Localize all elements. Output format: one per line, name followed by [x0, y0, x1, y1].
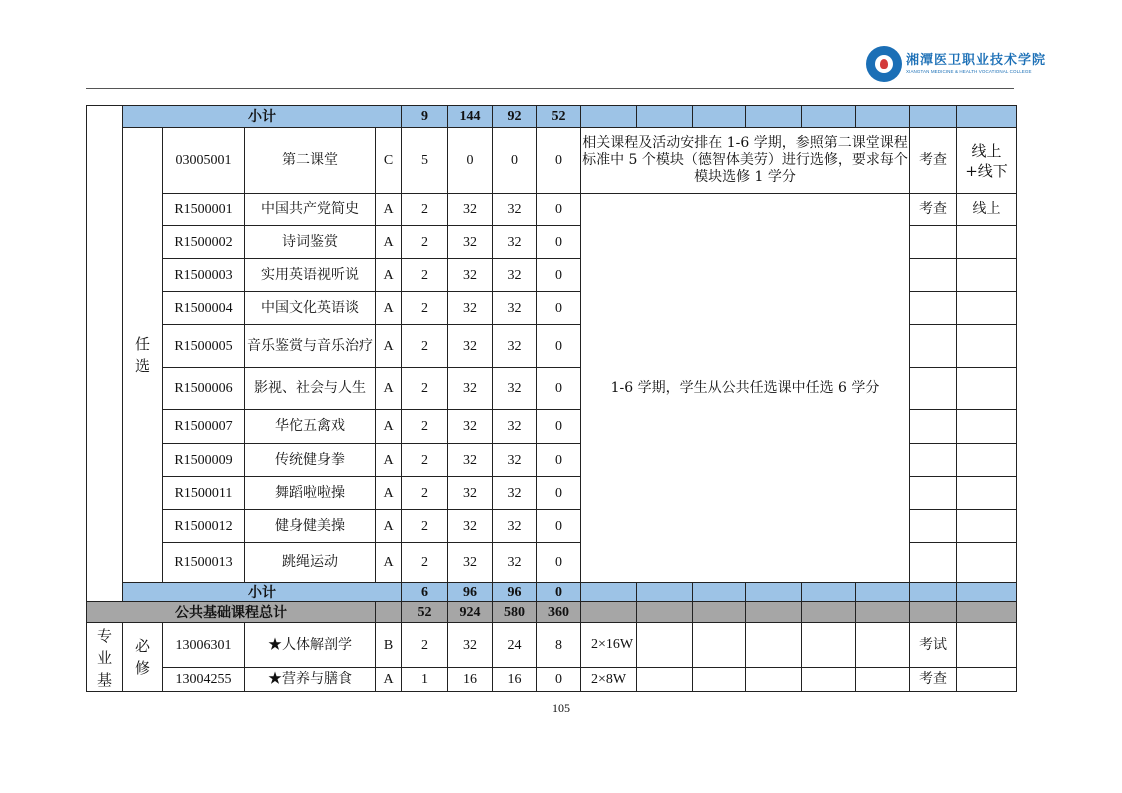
- course-practice-hours: 0: [537, 194, 581, 226]
- course-name: 音乐鉴赏与音乐治疗: [245, 325, 376, 368]
- required-label: 必修: [134, 637, 150, 677]
- major-label-cell: [87, 623, 123, 692]
- course-type: A: [376, 226, 402, 259]
- course-total-hours: 32: [448, 226, 493, 259]
- course-name: 实用英语视听说: [245, 259, 376, 292]
- course-practice-hours: 0: [537, 410, 581, 444]
- course-practice-hours: 0: [537, 510, 581, 543]
- course-credits: 2: [402, 444, 448, 477]
- logo-chinese-name: 湘潭医卫职业技术学院: [906, 53, 1047, 68]
- course-credits: 2: [402, 259, 448, 292]
- course-practice-hours: 0: [537, 668, 581, 692]
- semester-schedule: 2×8W: [581, 668, 637, 692]
- course-code: R1500001: [163, 194, 245, 226]
- subtotal-practice-hours: 52: [537, 106, 581, 128]
- course-name: 中国文化英语谈: [245, 292, 376, 325]
- course-total-hours: 32: [448, 623, 493, 668]
- course-name: 第二课堂: [245, 128, 376, 194]
- course-total-hours: 32: [448, 543, 493, 583]
- subtotal-total-hours: 96: [448, 583, 493, 603]
- course-total-hours: 32: [448, 325, 493, 368]
- course-practice-hours: 0: [537, 543, 581, 583]
- course-name: 诗词鉴赏: [245, 226, 376, 259]
- course-theory-hours: 32: [493, 226, 537, 259]
- semester-schedule: 2×16W: [581, 623, 637, 668]
- subtotal-theory-hours: 92: [493, 106, 537, 128]
- course-type: A: [376, 194, 402, 226]
- course-total-hours: 32: [448, 510, 493, 543]
- course-row: [87, 668, 1017, 692]
- course-type: A: [376, 259, 402, 292]
- subtotal-practice-hours: 0: [537, 583, 581, 603]
- course-name: 影视、社会与人生: [245, 368, 376, 410]
- assessment-method: 考查: [910, 668, 957, 692]
- course-type: A: [376, 368, 402, 410]
- course-theory-hours: 32: [493, 477, 537, 510]
- course-total-hours: 32: [448, 410, 493, 444]
- course-total-hours: 32: [448, 368, 493, 410]
- course-row: [87, 194, 1017, 226]
- subtotal-row: [87, 583, 1017, 603]
- course-code: R1500004: [163, 292, 245, 325]
- course-practice-hours: 0: [537, 477, 581, 510]
- course-practice-hours: 0: [537, 368, 581, 410]
- second-class-note: 相关课程及活动安排在 1-6 学期，参照第二课堂课程标准中 5 个模块（德智体美劳）进行选修，要求每个模块选修 1 学分: [581, 128, 910, 194]
- course-practice-hours: 0: [537, 128, 581, 194]
- grand-total-row: [87, 602, 1017, 623]
- elective-note: 1-6 学期，学生从公共任选课中任选 6 学分: [581, 194, 910, 583]
- elective-label-cell: [123, 128, 163, 583]
- subtotal-total-hours: 144: [448, 106, 493, 128]
- course-practice-hours: 0: [537, 259, 581, 292]
- assessment-method: 考试: [910, 623, 957, 668]
- course-credits: 5: [402, 128, 448, 194]
- course-credits: 2: [402, 325, 448, 368]
- course-code: R1500002: [163, 226, 245, 259]
- course-code: R1500012: [163, 510, 245, 543]
- college-logo: [866, 46, 1046, 82]
- course-total-hours: 32: [448, 477, 493, 510]
- curriculum-table: [86, 105, 1017, 603]
- assessment-method: 考查: [910, 194, 957, 226]
- course-theory-hours: 32: [493, 194, 537, 226]
- course-type: A: [376, 410, 402, 444]
- course-credits: 2: [402, 477, 448, 510]
- assessment-method: 考查: [910, 128, 957, 194]
- course-code: R1500013: [163, 543, 245, 583]
- course-total-hours: 0: [448, 128, 493, 194]
- course-practice-hours: 0: [537, 226, 581, 259]
- course-name: 健身健美操: [245, 510, 376, 543]
- course-theory-hours: 32: [493, 292, 537, 325]
- subtotal-label: 小计: [123, 583, 402, 603]
- course-name: 舞蹈啦啦操: [245, 477, 376, 510]
- subtotal-credits: 9: [402, 106, 448, 128]
- course-theory-hours: 32: [493, 510, 537, 543]
- course-practice-hours: 0: [537, 292, 581, 325]
- course-practice-hours: 0: [537, 444, 581, 477]
- course-credits: 2: [402, 543, 448, 583]
- summary-table: [86, 601, 1017, 692]
- course-theory-hours: 32: [493, 444, 537, 477]
- course-code: R1500007: [163, 410, 245, 444]
- major-foundation-label: 专业基: [96, 627, 112, 689]
- course-total-hours: 32: [448, 444, 493, 477]
- course-theory-hours: 32: [493, 259, 537, 292]
- course-theory-hours: 32: [493, 325, 537, 368]
- course-type: B: [376, 623, 402, 668]
- header-divider: [86, 88, 1014, 89]
- subtotal-credits: 6: [402, 583, 448, 603]
- course-credits: 1: [402, 668, 448, 692]
- subtotal-label: 小计: [123, 106, 402, 128]
- course-credits: 2: [402, 368, 448, 410]
- course-theory-hours: 16: [493, 668, 537, 692]
- course-theory-hours: 0: [493, 128, 537, 194]
- course-code: R1500003: [163, 259, 245, 292]
- course-credits: 2: [402, 292, 448, 325]
- category-blank-cell: [87, 106, 123, 603]
- grand-total-credits: 52: [402, 602, 448, 623]
- course-practice-hours: 8: [537, 623, 581, 668]
- course-code: 13004255: [163, 668, 245, 692]
- course-name: 传统健身拳: [245, 444, 376, 477]
- course-theory-hours: 32: [493, 368, 537, 410]
- course-name: 跳绳运动: [245, 543, 376, 583]
- course-code: 03005001: [163, 128, 245, 194]
- course-type: A: [376, 477, 402, 510]
- college-emblem-icon: [866, 46, 902, 82]
- course-credits: 2: [402, 194, 448, 226]
- course-total-hours: 32: [448, 194, 493, 226]
- elective-label: 任选: [134, 335, 150, 375]
- course-type: A: [376, 292, 402, 325]
- course-type: A: [376, 325, 402, 368]
- grand-total-theory: 580: [493, 602, 537, 623]
- course-theory-hours: 32: [493, 410, 537, 444]
- grand-total-label: 公共基础课程总计: [87, 602, 376, 623]
- course-total-hours: 32: [448, 259, 493, 292]
- course-row: [87, 623, 1017, 668]
- course-name: 华佗五禽戏: [245, 410, 376, 444]
- teaching-mode: 线上+线下: [957, 128, 1017, 194]
- course-total-hours: 32: [448, 292, 493, 325]
- course-theory-hours: 32: [493, 543, 537, 583]
- course-row: [87, 128, 1017, 194]
- teaching-mode: 线上: [957, 194, 1017, 226]
- required-label-cell: [123, 623, 163, 692]
- course-practice-hours: 0: [537, 325, 581, 368]
- course-code: R1500009: [163, 444, 245, 477]
- course-code: R1500011: [163, 477, 245, 510]
- course-name: 中国共产党简史: [245, 194, 376, 226]
- course-type: A: [376, 510, 402, 543]
- grand-total-practice: 360: [537, 602, 581, 623]
- course-credits: 2: [402, 510, 448, 543]
- course-credits: 2: [402, 410, 448, 444]
- subtotal-theory-hours: 96: [493, 583, 537, 603]
- course-code: R1500006: [163, 368, 245, 410]
- course-name: ★人体解剖学: [245, 623, 376, 668]
- page-number: 105: [552, 701, 570, 715]
- course-credits: 2: [402, 226, 448, 259]
- grand-total-hours: 924: [448, 602, 493, 623]
- subtotal-row: [87, 106, 1017, 128]
- course-code: R1500005: [163, 325, 245, 368]
- course-total-hours: 16: [448, 668, 493, 692]
- course-theory-hours: 24: [493, 623, 537, 668]
- logo-english-name: XIANGTAN MEDICINE & HEALTH VOCATIONAL COLLEGE: [906, 69, 1032, 74]
- course-name: ★营养与膳食: [245, 668, 376, 692]
- course-code: 13006301: [163, 623, 245, 668]
- course-type: A: [376, 444, 402, 477]
- course-type: C: [376, 128, 402, 194]
- course-credits: 2: [402, 623, 448, 668]
- course-type: A: [376, 668, 402, 692]
- course-type: A: [376, 543, 402, 583]
